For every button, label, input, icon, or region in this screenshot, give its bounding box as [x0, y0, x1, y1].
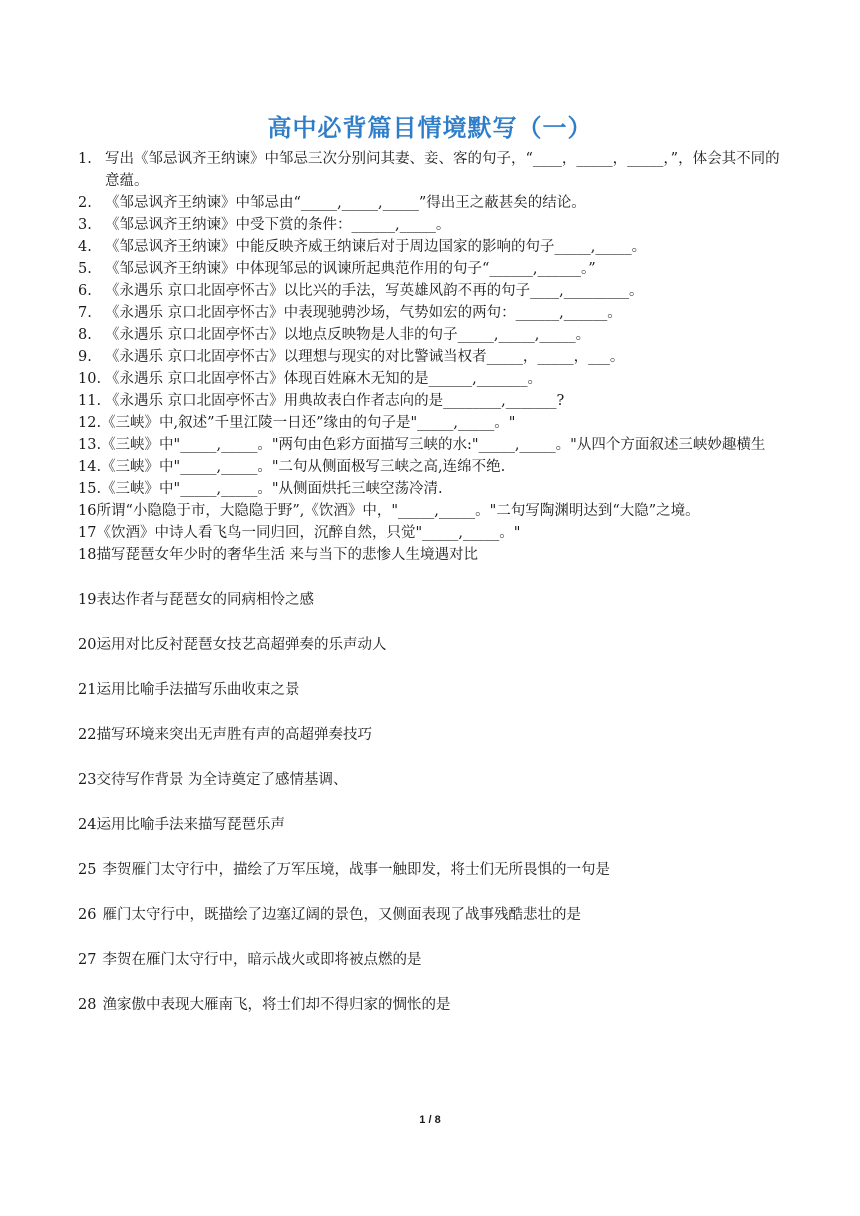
- list-item: [78, 994, 788, 1016]
- list-item: [78, 390, 788, 412]
- list-item: [78, 456, 788, 478]
- item-number: 14.: [78, 459, 102, 475]
- item-text: 《邹忌讽齐王纳谏》中能反映齐威王纳谏后对于周边国家的影响的句子_____,_____。: [105, 239, 647, 255]
- item-number: 20: [78, 637, 97, 653]
- item-number: 25: [78, 862, 97, 878]
- list-item: [78, 859, 788, 881]
- list-item: [78, 258, 788, 280]
- item-text: 《永遇乐 京口北固亭怀古》以理想与现实的对比警诫当权者_____，_____，___。: [105, 349, 625, 365]
- item-number: 12.: [78, 415, 102, 431]
- list-item: [78, 192, 788, 214]
- list-item: [78, 412, 788, 434]
- list-item: [78, 522, 788, 544]
- list-item: [78, 634, 788, 656]
- item-text: 《永遇乐 京口北固亭怀古》中表现驰骋沙场，气势如宏的两句：______,______。: [105, 305, 622, 321]
- item-text: 运用比喻手法描写乐曲收束之景: [96, 682, 300, 698]
- item-number: 9.: [78, 349, 92, 365]
- item-number: 6.: [78, 283, 92, 299]
- list-item: [78, 544, 788, 566]
- page-number: 1 / 8: [419, 1114, 441, 1126]
- list-item: [78, 769, 788, 791]
- item-text: 《三峡》中"_____,_____。"二句从侧面极写三峡之高,连绵不绝.: [101, 459, 506, 475]
- list-item: [78, 148, 788, 192]
- list-item: [78, 346, 788, 368]
- item-text: 雁门太守行中，既描绘了边塞辽阔的景色，又侧面表现了战事残酷悲壮的是: [102, 907, 581, 923]
- list-item: [78, 589, 788, 611]
- list-item: [78, 324, 788, 346]
- list-item: [78, 236, 788, 258]
- list-item: [78, 434, 788, 456]
- item-text: 写出《邹忌讽齐王纳谏》中邹忌三次分别问其妻、妾、客的句子，“____，_____，_____，”，体会其不同的意蕴。: [105, 151, 780, 189]
- item-number: 4.: [78, 239, 92, 255]
- document-title: 高中必背篇目情境默写（一）: [267, 114, 593, 142]
- item-text: 李贺雁门太守行中，描绘了万军压境，战事一触即发，将士们无所畏惧的一句是: [102, 862, 610, 878]
- item-number: 24: [78, 817, 97, 833]
- item-number: 18: [78, 547, 97, 563]
- list-item: [78, 302, 788, 324]
- item-number: 2.: [78, 195, 92, 211]
- list-item: [78, 904, 788, 926]
- item-text: 《永遇乐 京口北固亭怀古》以地点反映物是人非的句子_____,_____,_____。: [105, 327, 591, 343]
- question-list: [78, 148, 788, 1039]
- item-number: 15.: [78, 481, 102, 497]
- item-number: 17: [78, 525, 97, 541]
- item-text: 运用比喻手法来描写琵琶乐声: [96, 817, 285, 833]
- list-item: [78, 724, 788, 746]
- item-text: 所谓“小隐隐于市，大隐隐于野”,《饮酒》中，"_____,_____。"二句写陶渊明达到“大隐”之境。: [96, 503, 700, 519]
- item-text: 《邹忌讽齐王纳谏》中邹忌由“_____,_____,_____”得出王之蔽甚矣的结论。: [105, 195, 586, 211]
- list-item: [78, 280, 788, 302]
- list-item: [78, 500, 788, 522]
- item-number: 22: [78, 727, 97, 743]
- list-item: [78, 368, 788, 390]
- item-number: 16: [78, 503, 97, 519]
- item-text: 《邹忌讽齐王纳谏》中受下赏的条件：______,_____。: [105, 217, 451, 233]
- list-item: [78, 679, 788, 701]
- item-text: 《三峡》中"_____,_____。"两句由色彩方面描写三峡的水:"_____,_____。"从四个方面叙述三峡妙趣横生: [101, 437, 766, 453]
- item-number: 7.: [78, 305, 92, 321]
- item-number: 21: [78, 682, 97, 698]
- item-number: 27: [78, 952, 97, 968]
- item-text: 《永遇乐 京口北固亭怀古》体现百姓麻木无知的是______,_______。: [105, 371, 542, 387]
- list-item: [78, 478, 788, 500]
- item-text: 描写琵琶女年少时的奢华生活 来与当下的悲惨人生境遇对比: [96, 547, 479, 563]
- item-text: 运用对比反衬琵琶女技艺高超弹奏的乐声动人: [96, 637, 387, 653]
- item-text: 李贺在雁门太守行中，暗示战火或即将被点燃的是: [102, 952, 422, 968]
- item-text: 《永遇乐 京口北固亭怀古》用典故表白作者志向的是________,_______?: [105, 393, 565, 409]
- item-number: 26: [78, 907, 97, 923]
- item-number: 3.: [78, 217, 92, 233]
- item-text: 《三峡》中,叙述”千里江陵一日还”缘由的句子是"_____,_____。": [101, 415, 516, 431]
- item-number: 23: [78, 772, 97, 788]
- item-text: 《永遇乐 京口北固亭怀古》以比兴的手法，写英雄风韵不再的句子____,_________。: [105, 283, 644, 299]
- item-text: 《三峡》中"_____,_____。"从侧面烘托三峡空荡冷清.: [101, 481, 443, 497]
- item-text: 表达作者与琵琶女的同病相怜之感: [96, 592, 314, 608]
- item-number: 11.: [78, 393, 102, 409]
- item-number: 5.: [78, 261, 92, 277]
- list-item: [78, 949, 788, 971]
- list-item: [78, 214, 788, 236]
- item-number: 19: [78, 592, 97, 608]
- item-number: 10.: [78, 371, 102, 387]
- list-item: [78, 814, 788, 836]
- item-text: 《饮酒》中诗人看飞鸟一同归回，沉醉自然，只觉"_____,_____。": [96, 525, 521, 541]
- item-number: 28: [78, 997, 97, 1013]
- item-text: 交待写作背景 为全诗奠定了感情基调、: [96, 772, 348, 788]
- item-number: 8.: [78, 327, 92, 343]
- item-text: 描写环境来突出无声胜有声的高超弹奏技巧: [96, 727, 372, 743]
- item-text: 《邹忌讽齐王纳谏》中体现邹忌的讽谏所起典范作用的句子“______,______。”: [105, 261, 596, 277]
- item-number: 13.: [78, 437, 102, 453]
- item-number: 1.: [78, 151, 92, 167]
- item-text: 渔家傲中表现大雁南飞，将士们却不得归家的惆怅的是: [102, 997, 451, 1013]
